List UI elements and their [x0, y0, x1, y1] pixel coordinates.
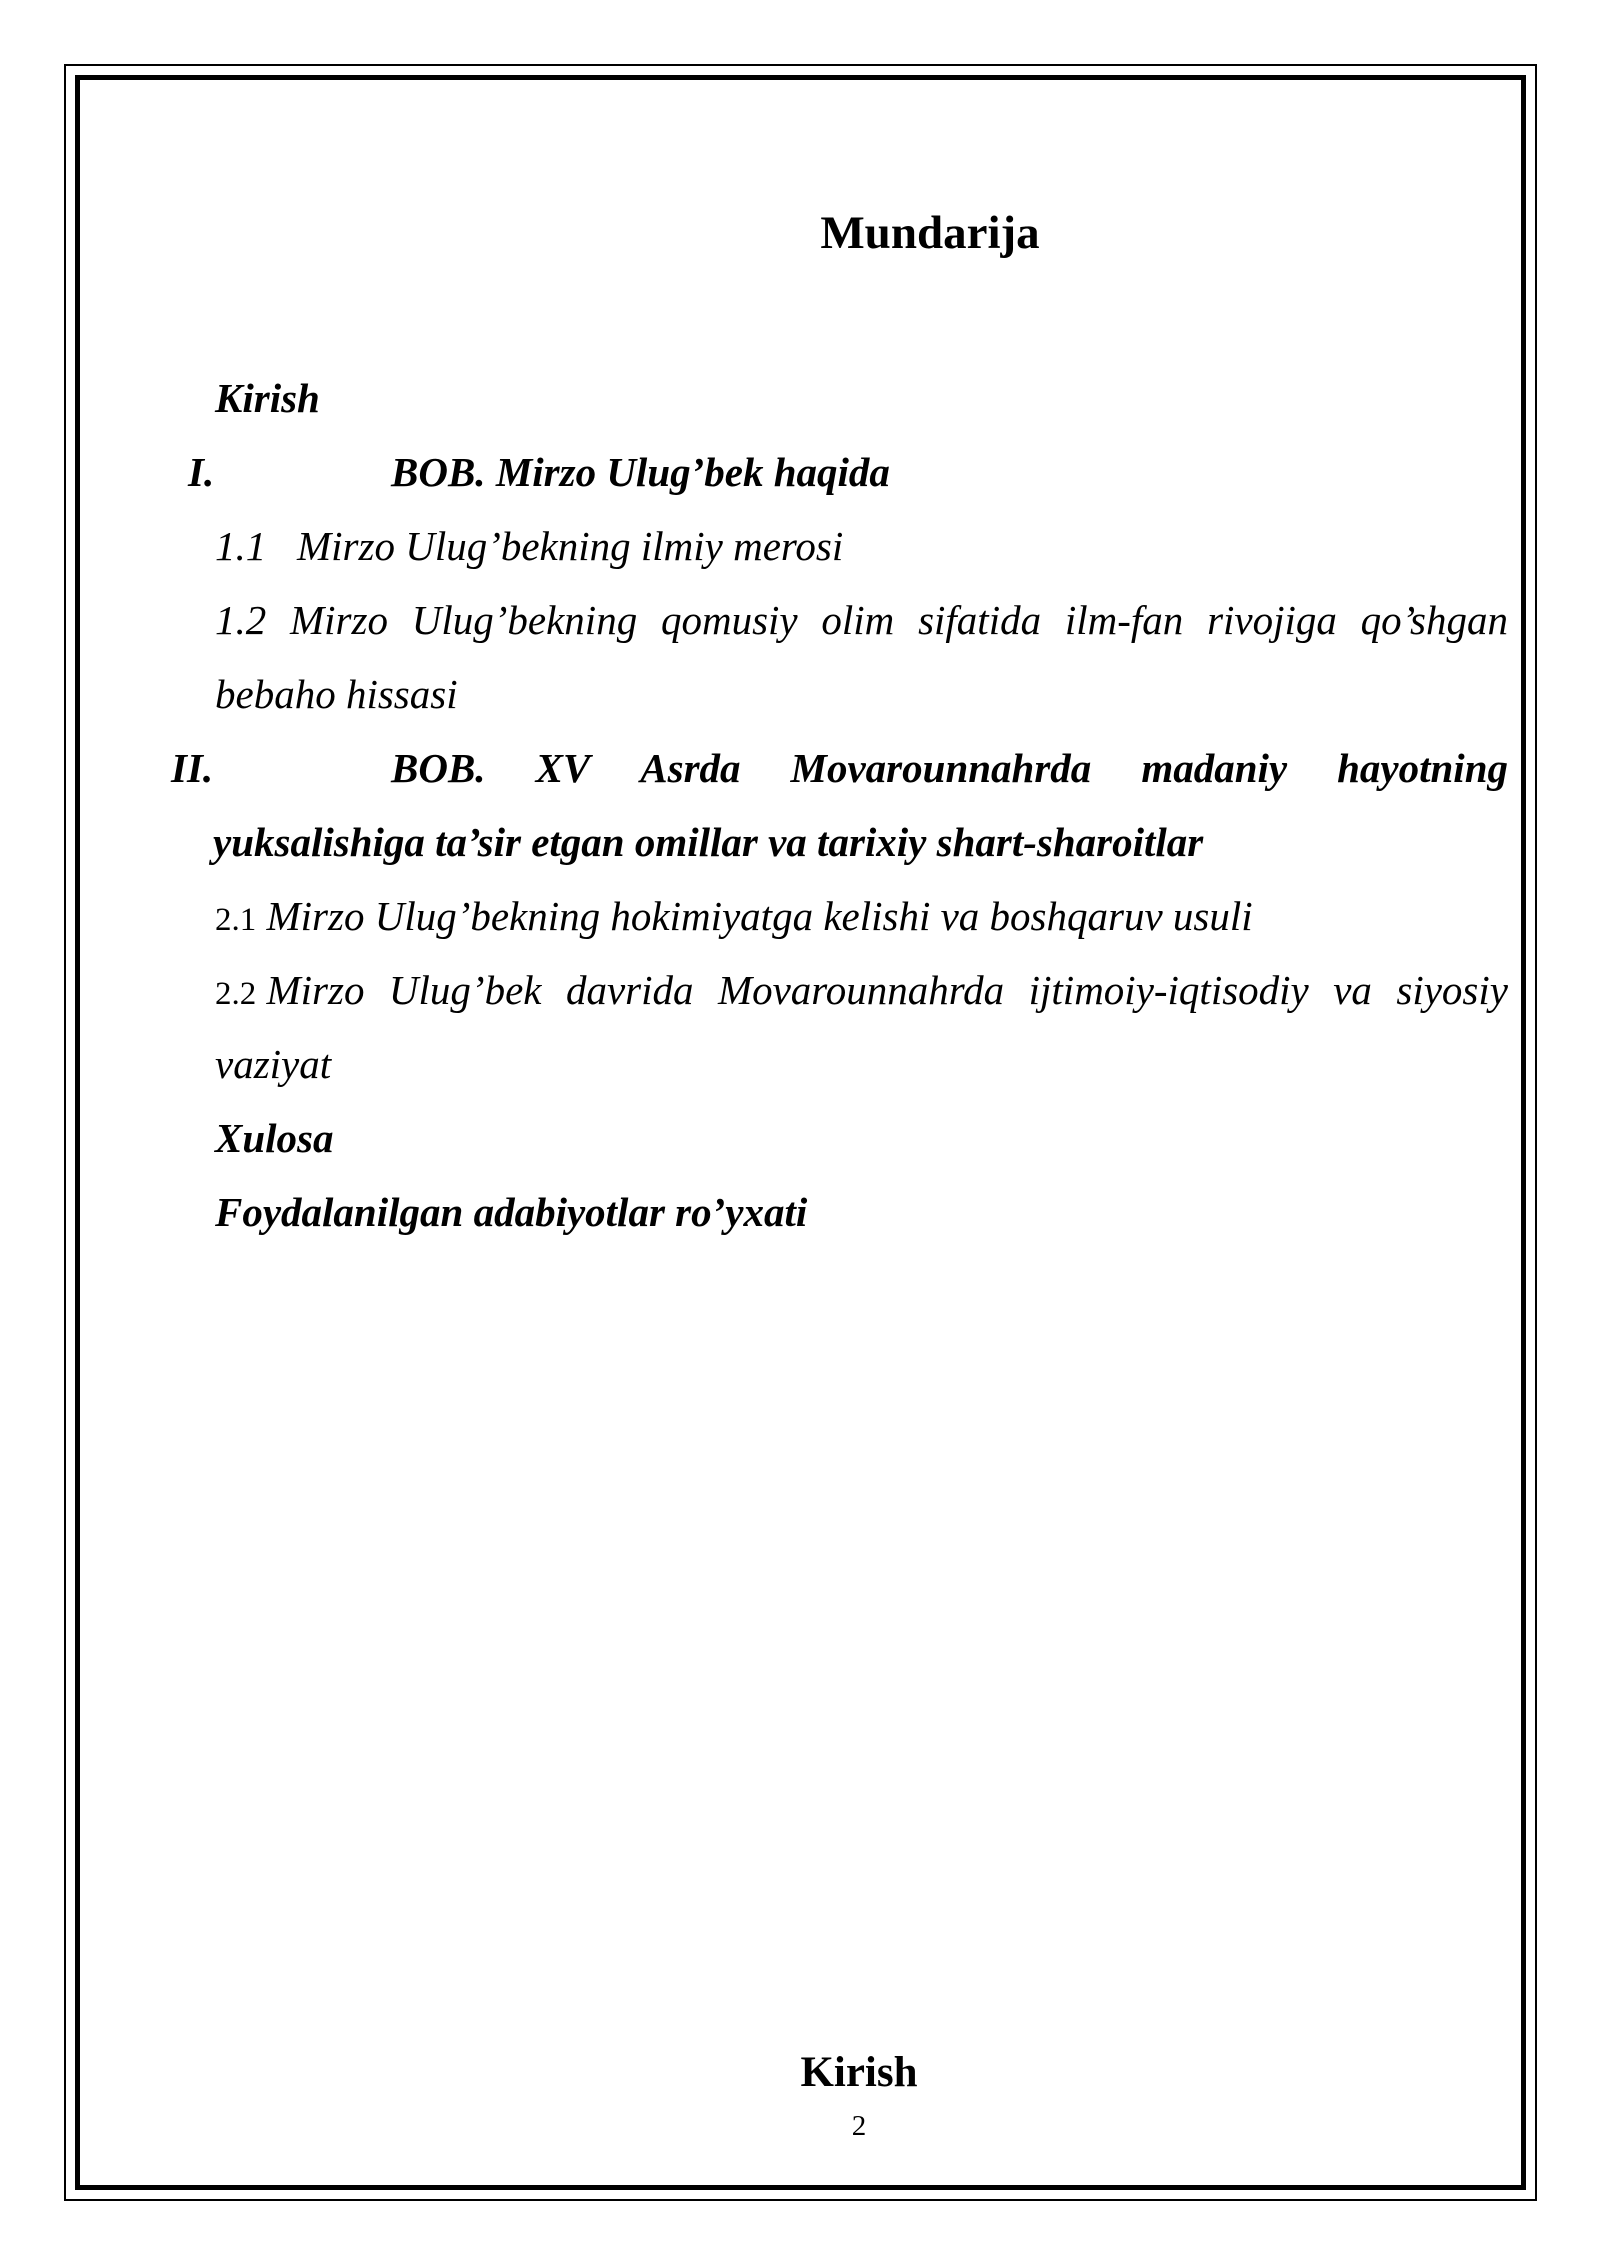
toc-item-conclusion: Xulosa — [215, 1115, 334, 1161]
toc-section-2-1-number: 2.1 — [215, 902, 257, 938]
toc-section-2-2-number: 2.2 — [215, 976, 257, 1012]
toc-word: ilm-fan — [1064, 597, 1184, 643]
page-title: Mundarija — [820, 207, 1040, 259]
page-number: 2 — [851, 2110, 867, 2142]
toc-chapter2-line1 — [391, 743, 1508, 793]
toc-word: Mirzo — [290, 597, 388, 643]
toc-section-1-2-line2: bebaho hissasi — [215, 671, 458, 717]
toc-word: rivojiga — [1207, 597, 1337, 643]
toc-chapter1 — [391, 447, 890, 497]
toc-word: Ulug’bek — [388, 967, 542, 1013]
toc-item-intro: Kirish — [215, 375, 320, 421]
toc-chapter1-title: Mirzo Ulug’bek haqida — [495, 449, 890, 495]
toc-section-2-1 — [215, 891, 1253, 945]
toc-word: davrida — [565, 967, 694, 1013]
toc-word: Movarounnahrda — [790, 745, 1092, 791]
toc-section-1-1-number: 1.1 — [215, 523, 267, 569]
toc-section-2-2-lead — [215, 965, 364, 1019]
toc-section-1-1 — [215, 521, 843, 571]
toc-word: olim — [821, 597, 895, 643]
toc-section-1-2-line1 — [215, 595, 1508, 645]
toc-word: Movarounnahrda — [717, 967, 1005, 1013]
toc-chapter1-bob: BOB. — [391, 449, 486, 495]
toc-item-references: Foydalanilgan adabiyotlar ro’yxati — [215, 1189, 808, 1235]
toc-word: Ulug’bekning — [411, 597, 638, 643]
section-heading-intro: Kirish — [800, 2049, 918, 2096]
toc-section-2-2-line1 — [215, 965, 1508, 1019]
toc-section-2-2-line2: vaziyat — [215, 1041, 332, 1087]
toc-word: qo’shgan — [1360, 597, 1508, 643]
toc-chapter2-line2: yuksalishiga ta’sir etgan omillar va tarixiy shart-sharoitlar — [213, 819, 1204, 865]
toc-word: qomusiy — [660, 597, 798, 643]
toc-word: va — [1333, 967, 1372, 1013]
toc-section-2-1-title: Mirzo Ulug’bekning hokimiyatga kelishi va boshqaruv usuli — [266, 893, 1253, 939]
toc-word: Asrda — [640, 745, 741, 791]
toc-word: hayotning — [1337, 745, 1508, 791]
toc-chapter2-numeral: II. — [171, 745, 214, 791]
toc-word: madaniy — [1141, 745, 1288, 791]
toc-section-1-2-number: 1.2 — [215, 597, 267, 643]
toc-word: ijtimoiy-iqtisodiy — [1028, 967, 1309, 1013]
toc-word: siyosiy — [1396, 967, 1508, 1013]
toc-word: XV — [535, 745, 591, 791]
toc-word: Mirzo — [266, 967, 365, 1013]
toc-chapter1-numeral: I. — [188, 449, 215, 495]
toc-chapter2-bob: BOB. — [391, 745, 486, 791]
toc-word: sifatida — [918, 597, 1042, 643]
toc-section-1-1-title: Mirzo Ulug’bekning ilmiy merosi — [297, 523, 844, 569]
